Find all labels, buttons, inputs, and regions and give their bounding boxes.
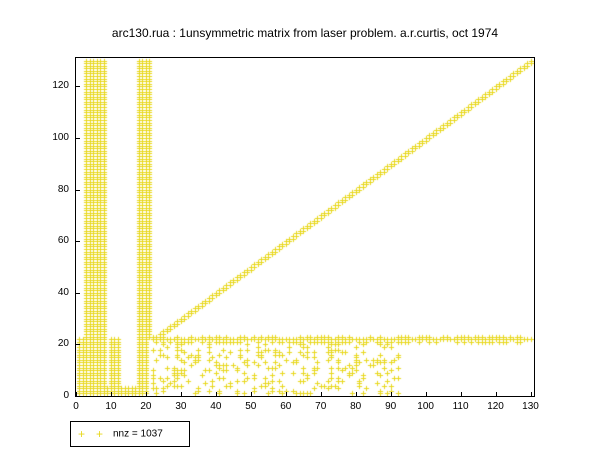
x-tick-label: 30 xyxy=(175,401,187,412)
x-tick-label: 0 xyxy=(73,401,79,412)
chart-title: arc130.rua : 1unsymmetric matrix from laser problem. a.r.curtis, oct 1974 xyxy=(111,26,499,40)
y-tick-label: 60 xyxy=(57,235,69,247)
legend-marker-icon-secondary: + xyxy=(96,427,104,441)
x-tick-mark xyxy=(111,392,112,396)
x-tick-label: 10 xyxy=(105,401,117,412)
x-tick-label: 90 xyxy=(385,401,397,412)
y-tick-mark xyxy=(76,293,80,294)
y-tick-label: 40 xyxy=(57,286,69,298)
x-tick-mark xyxy=(321,392,322,396)
x-tick-mark xyxy=(356,392,357,396)
y-tick-label: 120 xyxy=(52,80,69,92)
x-tick-mark xyxy=(181,392,182,396)
y-tick-label: 0 xyxy=(63,390,69,401)
x-tick-label: 50 xyxy=(245,401,257,412)
y-tick-label: 100 xyxy=(52,131,69,143)
legend-label: nnz = 1037 xyxy=(113,428,163,440)
x-tick-label: 80 xyxy=(350,401,362,412)
x-tick-mark xyxy=(461,392,462,396)
x-tick-mark xyxy=(216,392,217,396)
legend-marker-icon: + xyxy=(78,427,86,441)
y-tick-label: 20 xyxy=(57,338,69,350)
y-tick-label: 80 xyxy=(57,183,69,195)
x-tick-mark xyxy=(251,392,252,396)
x-tick-label: 120 xyxy=(487,401,504,412)
y-tick-mark xyxy=(76,190,80,191)
x-tick-label: 40 xyxy=(210,401,222,412)
legend-box xyxy=(70,421,190,447)
y-tick-mark xyxy=(76,241,80,242)
x-tick-label: 60 xyxy=(280,401,292,412)
x-tick-mark xyxy=(426,392,427,396)
x-tick-mark xyxy=(496,392,497,396)
spy-scatter-canvas xyxy=(76,58,534,396)
x-tick-label: 130 xyxy=(522,401,539,412)
x-tick-mark xyxy=(391,392,392,396)
y-tick-mark xyxy=(76,344,80,345)
x-tick-label: 20 xyxy=(140,401,152,412)
x-tick-mark xyxy=(531,392,532,396)
x-tick-label: 100 xyxy=(417,401,434,412)
x-tick-label: 110 xyxy=(452,401,469,412)
x-tick-mark xyxy=(286,392,287,396)
x-tick-label: 70 xyxy=(315,401,327,412)
x-tick-mark xyxy=(146,392,147,396)
y-tick-mark xyxy=(76,86,80,87)
plot-area xyxy=(75,57,535,397)
y-tick-mark xyxy=(76,138,80,139)
y-tick-mark xyxy=(76,396,80,397)
